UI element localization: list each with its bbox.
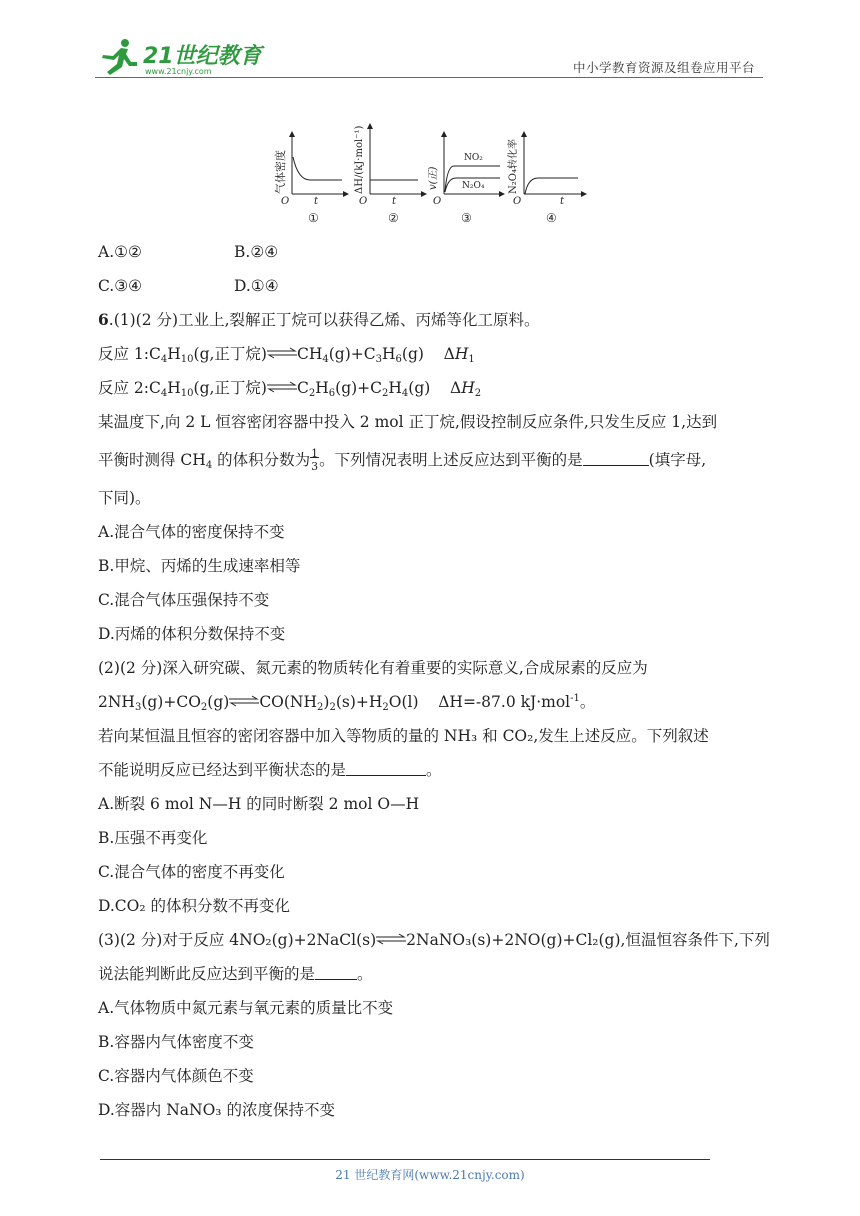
q6-p3-text: 说法能判断此反应达到平衡的是 。 xyxy=(98,965,373,983)
graph-4 xyxy=(506,132,586,225)
q6-reaction-1: 反应 $1:C_4H_{10}(g$,正丁烷) $CH_4(g)+C_3H_6(g)$ $\Delta H_1$ xyxy=(98,345,475,365)
answer-blank-3[interactable] xyxy=(315,965,357,980)
graph-1-label: ① xyxy=(308,211,319,225)
q5-option-b: B.②④ xyxy=(234,243,279,261)
q6-p1-option-c: C.混合气体压强保持不变 xyxy=(98,591,270,609)
q5-option-d: D.①④ xyxy=(234,277,279,295)
q6-p2-reaction: $2NH_3(g)+CO_2(g)$ $CO(NH_2)_2(s)+H_2O(l)$ ΔH=-87.0 kJ·mol$^{-1}$。 xyxy=(98,693,596,713)
q6-p1-text-2: 平衡时测得 $CH_4$ 的体积分数为 1 3 。下列情况表明上述反应达到平衡的是 (填字母, xyxy=(98,447,707,473)
footer-text[interactable]: 21 世纪教育网(www.21cnjy.com) xyxy=(335,1168,525,1182)
logo-url-text: www.21cnjy.com xyxy=(145,67,212,76)
q6-p1-text-1: 某温度下,向 2 L 恒容密闭容器中投入 2 mol 正丁烷,假设控制反应条件,只发生反应 1,达到 xyxy=(98,413,718,431)
q6-p2-option-c: C.混合气体的密度不再变化 xyxy=(98,863,285,881)
q6-p2-option-b: B.压强不再变化 xyxy=(98,829,208,847)
series-no2-label: NO₂ xyxy=(464,153,483,163)
graph-4-y-label: N₂O₄转化率 xyxy=(508,139,519,194)
q6-p1-option-d: D.丙烯的体积分数保持不变 xyxy=(98,625,286,643)
logo-21cnjy xyxy=(95,36,265,80)
q6-p2-text-1: 若向某恒温且恒容的密闭容器中加入等物质的量的 NH₃ 和 CO₂,发生上述反应。下列叙述 xyxy=(98,727,709,745)
equilibrium-arrow-icon xyxy=(229,695,259,707)
svg-text:O: O xyxy=(513,196,522,207)
q6-number: 6 xyxy=(98,310,109,329)
footer-rule xyxy=(100,1159,710,1160)
q5-option-c: C.③④ xyxy=(98,277,143,295)
q6-p3-option-d: D.容器内 NaNO₃ 的浓度保持不变 xyxy=(98,1101,335,1119)
q6-p1-option-b: B.甲烷、丙烯的生成速率相等 xyxy=(98,557,301,575)
q6-p3-option-c: C.容器内气体颜色不变 xyxy=(98,1067,254,1085)
equilibrium-arrow-icon xyxy=(267,381,297,393)
graph-3-label: ③ xyxy=(461,211,472,225)
header-rule xyxy=(95,77,763,78)
svg-text:O: O xyxy=(281,196,290,207)
series-n2o4-label: N₂O₄ xyxy=(462,181,485,191)
q5-options-row-1 xyxy=(98,242,279,262)
svg-text:O: O xyxy=(359,196,368,207)
site-name: 中小学教育资源及组卷应用平台 xyxy=(572,60,755,75)
svg-text:t: t xyxy=(392,196,397,207)
fraction-one-third: 1 3 xyxy=(311,447,319,473)
logo-text: 21世纪教育 xyxy=(143,44,262,69)
page-header xyxy=(95,36,763,80)
svg-text:t: t xyxy=(560,196,565,207)
q6-p1-option-a: A.混合气体的密度保持不变 xyxy=(98,523,285,541)
q5-option-a: A.①② xyxy=(98,243,142,261)
graph-4-label: ④ xyxy=(546,211,557,225)
graph-3-y-label: v(正) xyxy=(428,166,439,190)
equilibrium-arrow-icon xyxy=(376,933,406,945)
svg-text:t: t xyxy=(314,196,319,207)
q6-intro: 6.(1)(2 分)工业上,裂解正丁烷可以获得乙烯、丙烯等化工原料。 xyxy=(98,310,540,329)
graph-2-y-label: ΔH/(kJ·mol⁻¹) xyxy=(354,125,365,194)
graph-3 xyxy=(427,132,504,225)
q6-p1-text-3: 下同)。 xyxy=(98,489,151,507)
q6-p2-option-a: A.断裂 6 mol N—H 的同时断裂 2 mol O—H xyxy=(98,795,420,813)
graph-2-label: ② xyxy=(388,211,399,225)
graph-2 xyxy=(354,124,426,225)
svg-text:O: O xyxy=(433,196,442,207)
graphs-figure xyxy=(268,102,598,234)
answer-blank-1[interactable] xyxy=(583,451,649,466)
graph-1-y-label: 气体密度 xyxy=(274,150,287,194)
q6-p2-option-d: D.CO₂ 的体积分数不再变化 xyxy=(98,897,291,915)
graph-1 xyxy=(273,132,348,225)
q6-reaction-2: 反应 $2:C_4H_{10}(g$,正丁烷) $C_2H_6(g)+C_2H_4(g)$ $\Delta H_2$ xyxy=(98,379,482,399)
q5-options-row-2 xyxy=(98,276,279,296)
runner-icon xyxy=(102,39,137,75)
q6-p2-intro: (2)(2 分)深入研究碳、氮元素的物质转化有着重要的实际意义,合成尿素的反应为 xyxy=(98,659,648,677)
answer-blank-2[interactable] xyxy=(346,761,426,776)
q6-p3-option-b: B.容器内气体密度不变 xyxy=(98,1033,254,1051)
q6-p3-option-a: A.气体物质中氮元素与氧元素的质量比不变 xyxy=(98,999,394,1017)
equilibrium-arrow-icon xyxy=(267,347,297,359)
q6-p2-text-2: 不能说明反应已经达到平衡状态的是 。 xyxy=(98,761,442,779)
q6-p3-intro: (3)(2 分)对于反应 4NO₂(g)+2NaCl(s) 2NaNO₃(s)+2NO(g)+Cl₂(g),恒温恒容条件下,下列 xyxy=(98,931,770,949)
